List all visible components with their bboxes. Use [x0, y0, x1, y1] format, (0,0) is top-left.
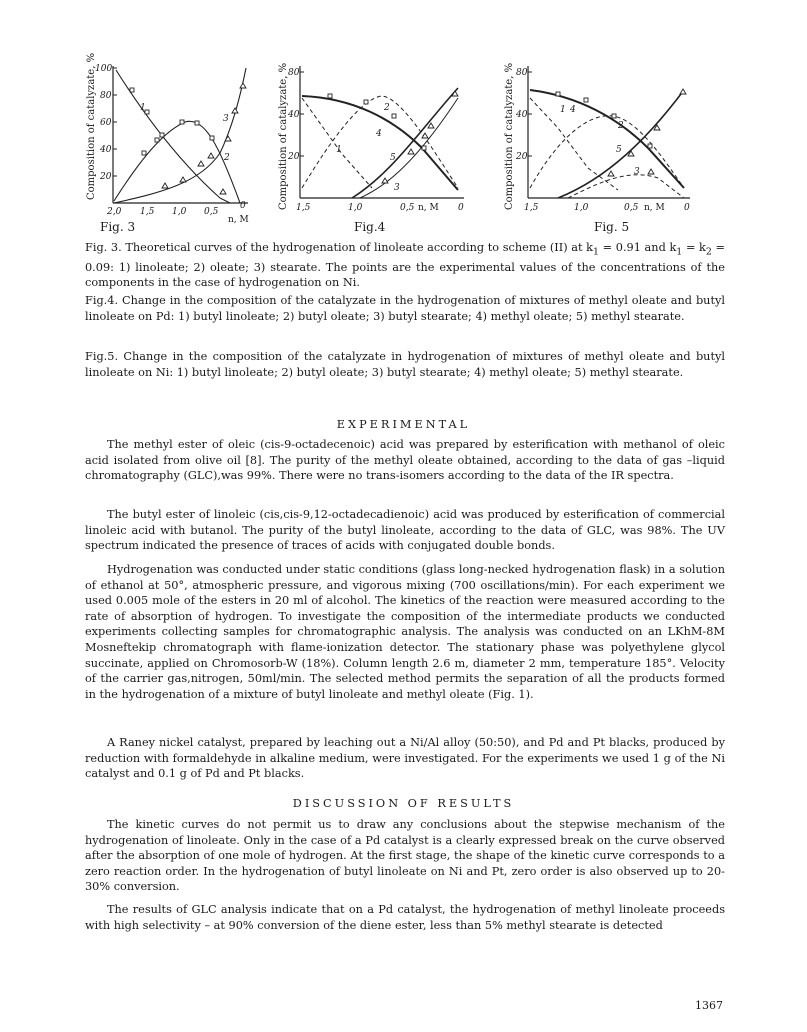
fig4-ytick-40: 40 [288, 110, 300, 120]
paragraph-methyl-oleate: The methyl ester of oleic (cis-9-octadecenoic) acid was prepared by esterification with methanol of oleic acid isolated from olive oil [8]. The purity of the methyl oleate obtained, according to the data of gas –liquid chromatography (GLC),was 99%. There were no trans-isomers according to the data of the IR spectra. [85, 438, 725, 483]
fig4-ytick-20: 20 [288, 152, 300, 162]
fig5-label: Fig. 5 [594, 220, 630, 234]
fig5-curve-label-3: 3 [634, 167, 640, 177]
fig4-curve-label-5: 5 [390, 153, 396, 163]
fig5-ytick-20: 20 [516, 152, 528, 162]
fig4-x-ticks [296, 203, 464, 213]
fig3-label: Fig. 3 [100, 220, 136, 234]
fig4-curve-2 [302, 96, 458, 188]
fig3-ytick-100: 100 [95, 64, 113, 74]
paragraph-catalyst: A Raney nickel catalyst, prepared by leaching out a Ni/Al alloy (50:50), and Pd and Pt blacks, produced by reduction with formaldehyde in alkaline medium, were investigated. For the experiments we used 1 g of the Ni catalyst and 0.1 g of Pd and Pt blacks. [85, 736, 725, 781]
fig5-curve-label-1: 1 [560, 105, 566, 115]
figure-5-plot [498, 58, 708, 236]
fig5-x-axis-label: n, M [644, 203, 665, 213]
fig3-xtick-0-5: 0,5 [204, 207, 219, 217]
fig3-xtick-1-0: 1,0 [172, 207, 187, 217]
fig3-xtick-1-5: 1,5 [140, 207, 155, 217]
figure-3-plot [80, 52, 270, 236]
figure-4-plot [272, 58, 482, 236]
fig3-points [130, 83, 246, 194]
fig4-xtick-0-5: 0,5 [400, 203, 415, 213]
fig3-ytick-40: 40 [100, 145, 112, 155]
fig3-curve-label-3: 3 [223, 114, 229, 124]
fig4-curve-label-4: 4 [376, 129, 382, 139]
fig4-x-axis-label: n, M [418, 203, 439, 213]
fig4-curve-label-2: 2 [384, 103, 390, 113]
fig3-caption: Fig. 3. Theoretical curves of the hydrogenation of linoleate according to scheme (II) at $k_1 = 0.91$ and $k_1 = k_2 = 0.09$: 1) linoleate; 2) oleate; 3) stearate. The points are the experimental values of the concentrations of the components in the case of hydrogenation on Ni. [85, 241, 725, 290]
fig5-curve-label-5: 5 [616, 145, 622, 155]
fig3-y-ticks [95, 64, 117, 182]
fig3-xtick-2-0: 2,0 [107, 207, 122, 217]
fig4-xtick-0: 0 [458, 203, 464, 213]
fig3-ytick-60: 60 [100, 118, 112, 128]
fig5-y-axis-label: Composition of catalyzate, % [504, 62, 515, 210]
fig4-xtick-1-0: 1,0 [348, 203, 363, 213]
paragraph-kinetic-curves: The kinetic curves do not permit us to draw any conclusions about the stepwise mechanism of the hydrogenation of linoleate. Only in the case of a Pd catalyst is a clearly expressed break on the curve observed after the absorption of one mole of hydrogen. At the first stage, the shape of the kinetic curve corresponds to a zero reaction order. In the hydrogenation of butyl linoleate on Ni and Pt, zero order is also observed up to 20-30% conversion. [85, 818, 725, 894]
paragraph-glc-results: The results of GLC analysis indicate that on a Pd catalyst, the hydrogenation of methyl linoleate proceeds with high selectivity – at 90% conversion of the diene ester, less than 5% methyl stearate is detected [85, 903, 725, 932]
fig3-curve-label-2: 2 [224, 153, 230, 163]
fig5-caption: Fig.5. Change in the composition of the catalyzate in hydrogenation of mixtures of methyl oleate and butyl linoleate on Ni: 1) butyl linoleate; 2) butyl oleate; 3) butyl stearate; 4) methyl oleate; 5) methyl stearate. [85, 350, 725, 379]
figure-5 [498, 58, 708, 236]
fig5-xtick-0-5: 0,5 [624, 203, 639, 213]
fig4-caption: Fig.4. Change in the composition of the catalyzate in the hydrogenation of mixtures of methyl oleate and butyl linoleate on Pd: 1) butyl linoleate; 2) butyl oleate; 3) butyl stearate; 4) methyl oleate; 5) methyl stearate. [85, 294, 725, 323]
fig4-curve-label-3: 3 [394, 183, 400, 193]
fig5-points [556, 89, 686, 176]
fig5-x-ticks [524, 203, 690, 213]
fig5-ytick-80: 80 [516, 68, 528, 78]
paragraph-hydrogenation: Hydrogenation was conducted under static conditions (glass long-necked hydrogenation flask) in a solution of ethanol at 50°, atmospheric pressure, and vigorous mixing (700 oscillations/min). For each experiment we used 0.005 mole of the esters in 20 ml of alcohol. The kinetics of the reaction were measured according to the rate of absorption of hydrogen. To investigate the composition of the intermediate products we conducted experiments collecting samples for chromatographic analysis. The analysis was conducted on an LKhM-8M Mosneftekip chromatograph with flame-ionization detector. The stationary phase was polyethylene glycol succinate, applied on Chromosorb-W (18%). Column length 2.6 m, diameter 2 mm, temperature 185°. Velocity of the carrier gas,nitrogen, 50ml/min. The selected method permits the separation of all the products formed in the hydrogenation of a mixture of butyl linoleate and methyl oleate (Fig. 1). [85, 563, 725, 701]
fig3-ytick-80: 80 [100, 91, 112, 101]
fig5-ytick-40: 40 [516, 110, 528, 120]
fig3-ytick-20: 20 [100, 172, 112, 182]
fig5-curve-5 [558, 90, 684, 198]
fig5-curve-4 [530, 90, 684, 188]
fig4-ytick-80: 80 [288, 68, 300, 78]
fig4-curve-5 [352, 88, 458, 198]
figure-3 [80, 52, 270, 236]
heading-experimental: EXPERIMENTAL [336, 418, 471, 431]
fig5-xtick-1-5: 1,5 [524, 203, 539, 213]
fig3-xtick-0: 0 [240, 201, 246, 211]
figure-4 [272, 58, 482, 236]
fig4-curve-1 [302, 98, 372, 188]
fig5-xtick-0: 0 [684, 203, 690, 213]
fig3-x-axis-label: n, M [228, 215, 249, 225]
fig5-curve-2 [530, 116, 684, 188]
paragraph-butyl-linoleate: The butyl ester of linoleic (cis,cis-9,12-octadecadienoic) acid was produced by esterification of commercial linoleic acid with butanol. The purity of the butyl linoleate, according to the data of GLC, was 98%. The UV spectrum indicated the presence of traces of acids with conjugated double bonds. [85, 508, 725, 553]
fig4-points [328, 91, 458, 183]
heading-discussion: DISCUSSION OF RESULTS [292, 797, 515, 810]
fig5-curve-label-2: 2 [618, 121, 624, 131]
fig4-curve-label-1: 1 [336, 145, 342, 155]
fig4-y-axis-label: Composition of catalyzate, % [278, 62, 289, 210]
fig3-y-axis-label: Composition of catalyzate, % [86, 52, 97, 200]
fig3-curve-label-1: 1 [140, 103, 146, 113]
fig5-curve-label-4: 4 [570, 105, 576, 115]
fig4-xtick-1-5: 1,5 [296, 203, 311, 213]
fig4-y-ticks [287, 68, 304, 162]
page-number: 1367 [695, 999, 723, 1012]
fig5-y-ticks [515, 68, 532, 162]
fig5-xtick-1-0: 1,0 [574, 203, 589, 213]
fig4-label: Fig.4 [354, 220, 386, 234]
fig3-curve-2 [114, 121, 240, 203]
fig5-curve-3 [568, 175, 684, 198]
